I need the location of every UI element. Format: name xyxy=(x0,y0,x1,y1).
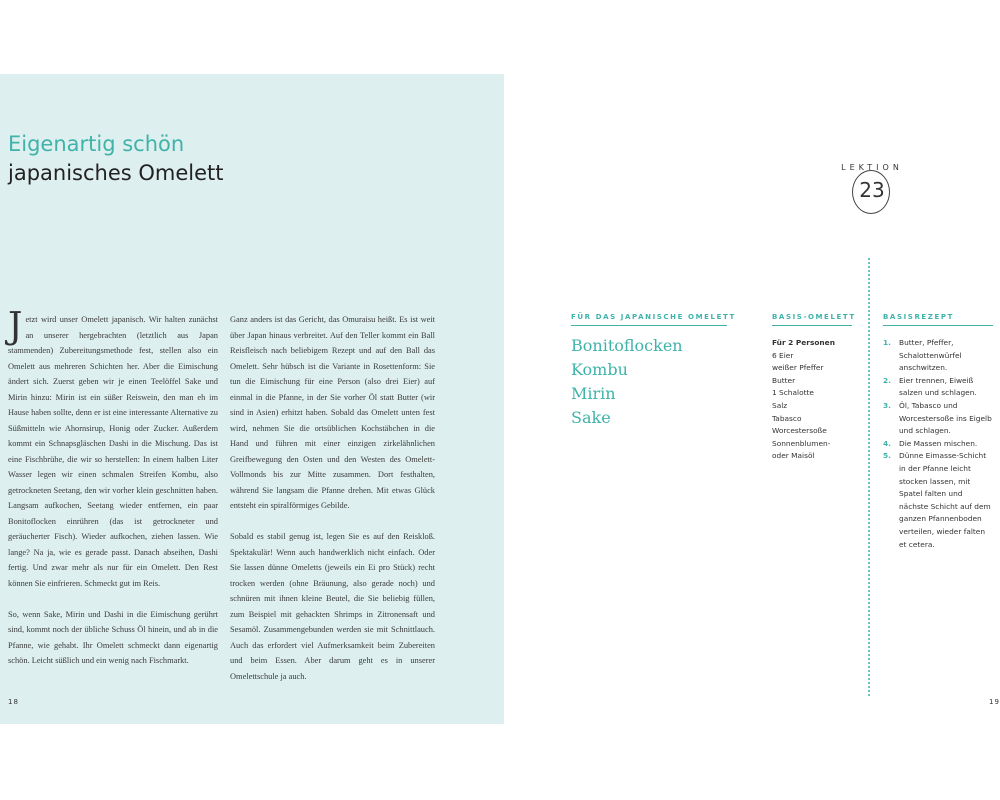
basis-item: Salz xyxy=(772,400,788,410)
lesson-badge xyxy=(838,160,906,220)
recipe-heading-rule xyxy=(883,325,993,326)
drop-cap: J xyxy=(8,306,23,347)
basis-item: Sonnenblumen- xyxy=(772,438,831,448)
step-text: Öl, Tabasco und Worcestersoße ins Eigelb und schlagen. xyxy=(899,400,992,436)
step-number: 5. xyxy=(883,451,891,461)
badge-label: LEKTION xyxy=(841,163,903,172)
basis-item: 1 Schalotte xyxy=(772,388,814,398)
basis-item: oder Maisöl xyxy=(772,451,815,461)
page-title: japanisches Omelett xyxy=(8,161,224,185)
recipe-step xyxy=(883,400,993,438)
step-number: 1. xyxy=(883,338,891,347)
paragraph-text: etzt wird unser Omelett japanisch. Wir halten zunächst an unserer hergebrachten (letztlich aus Japan stammenden) Zubereitungsmethode fest, stellen also ein Omelett aus mehreren Schichten her. Aber die Eimischung ändert sich. Zuerst geben wir je einen Teelöffel Sake und Mirin hinzu: Mirin ist ein süßer Reiswein, den man eh im Hause haben sollte, denn er ist eine interessante Alternative zu Süßmitteln wie Ahornsirup, Honig oder Zucker. Außerdem kommt ein Schnapsgläschen Dashi in die Mischung. Das ist eine Fischbrühe, die wir so herstellen: In einem halben Liter Wasser legen wir einen schmalen Streifen Kombu, also getrockneten Seetang, den wir vorher klein geschnitten haben. Langsam aufkochen, Seetang wieder entfernen, ein paar Bonitoflocken einrühren (das ist getrockneter und geräucherter Fisch). Wieder aufkochen, ziehen lassen. Wie lange? Na ja, wie es gerade passt. Danach abseihen, Dashi fertig. Und zwar mehr als nur für ein Omelett. Den Rest können Sie einfrieren. Schmeckt gut im Reis. xyxy=(8,315,218,588)
text-column-1 xyxy=(8,306,218,684)
page-number-left: 18 xyxy=(8,698,19,706)
dotted-divider xyxy=(868,258,870,696)
paragraph xyxy=(8,306,218,591)
servings-label: Für 2 Personen xyxy=(772,338,835,347)
ingredient-item: Mirin xyxy=(571,384,616,403)
step-text: Butter, Pfeffer, Schalottenwürfel anschwitzen. xyxy=(899,338,962,373)
recipe-heading: BASISREZEPT xyxy=(883,313,954,321)
recipe-step xyxy=(883,438,993,451)
ingredients-list xyxy=(571,334,683,430)
recipe-step xyxy=(883,375,993,400)
basis-heading-rule xyxy=(772,325,852,326)
ingredient-item: Kombu xyxy=(571,360,628,379)
basis-ingredient-list xyxy=(772,337,835,463)
paragraph: Sobald es stabil genug ist, legen Sie es auf den Reiskloß. Spektakulär! Wenn auch handwerklich nicht einfach. Oder Sie lassen dünne Omeletts (jeweils ein Ei pro Stück) recht trocken werden (ohne Bräunung, also gerade noch) und schnüren mit ihnen kleine Beutel, die Sie beliebig füllen, zum Beispiel mit gehackten Shrimps in Zitronensaft und Sesamöl. Zusammengebunden werden sie mit Schnittlauch. Auch das erfordert viel Aufmerksamkeit beim Zubereiten und beim Essen. Aber darum geht es in unserer Omelettschule ja auch. xyxy=(230,532,435,681)
basis-item: Butter xyxy=(772,375,796,385)
ingredient-item: Bonitoflocken xyxy=(571,336,683,355)
step-number: 4. xyxy=(883,438,891,448)
lesson-number: 23 xyxy=(859,178,885,202)
basis-item: Worcestersoße xyxy=(772,426,827,436)
basis-heading: BASIS-OMELETT xyxy=(772,313,856,321)
basis-item: weißer Pfeffer xyxy=(772,363,824,373)
basis-item: 6 Eier xyxy=(772,350,794,360)
step-number: 3. xyxy=(883,400,891,410)
title-accent: Eigenartig schön xyxy=(8,132,185,156)
ingredients-heading-rule xyxy=(571,325,727,326)
step-text: Eier trennen, Eiweiß salzen und schlagen. xyxy=(899,375,977,398)
page-number-right: 19 xyxy=(989,698,1000,706)
ingredient-item: Sake xyxy=(571,408,611,427)
paragraph: Ganz anders ist das Gericht, das Omuraisu heißt. Es ist weit über Japan hinaus verbreitet. Auf den Teller kommt ein Ball Reisfleisch nach beliebigem Rezept und auf den Ball das Omelett. Sehr hübsch ist die Variante in Rosettenform: Sie tun die Eimischung für eine Person (also drei Eier) auf einmal in die Pfanne, in der Sie vorher Öl statt Butter (wir sind in Asien) erhitzt haben. Sobald das Omelett unten fest wird, nehmen Sie die ortsüblichen Kochstäbchen in die Hand und führen mit einer einzigen zirkelähnlichen Greifbewegung den Osten und den Westen des Omelett-Vollmonds bis zur Mitte zusammen. Dort festhalten, während Sie langsam die Pfanne drehen. Mit etwas Glück entsteht ein spiralförmiges Gebilde. xyxy=(230,315,435,510)
step-text: Die Massen mischen. xyxy=(899,438,978,448)
paragraph: So, wenn Sake, Mirin und Dashi in die Eimischung gerührt sind, kommt noch der übliche Schuss Öl hinein, und ab in die Pfanne, wie gehabt. Ihr Omelett schmeckt dann eigenartig schön. Leicht süßlich und ein wenig nach Fischmarkt. xyxy=(8,609,218,665)
recipe-steps xyxy=(883,337,993,551)
step-text: Dünne Eimasse-Schicht in der Pfanne leicht stocken lassen, mit Spatel falten und nächste Schicht auf dem ganzen Pfannenboden verteilen, wieder falten et cetera. xyxy=(899,451,991,549)
recipe-step xyxy=(883,337,993,375)
recipe-step xyxy=(883,450,993,551)
basis-item: Tabasco xyxy=(772,413,802,423)
ingredients-heading: FÜR DAS JAPANISCHE OMELETT xyxy=(571,313,736,321)
step-number: 2. xyxy=(883,375,891,385)
text-column-2 xyxy=(230,312,435,700)
